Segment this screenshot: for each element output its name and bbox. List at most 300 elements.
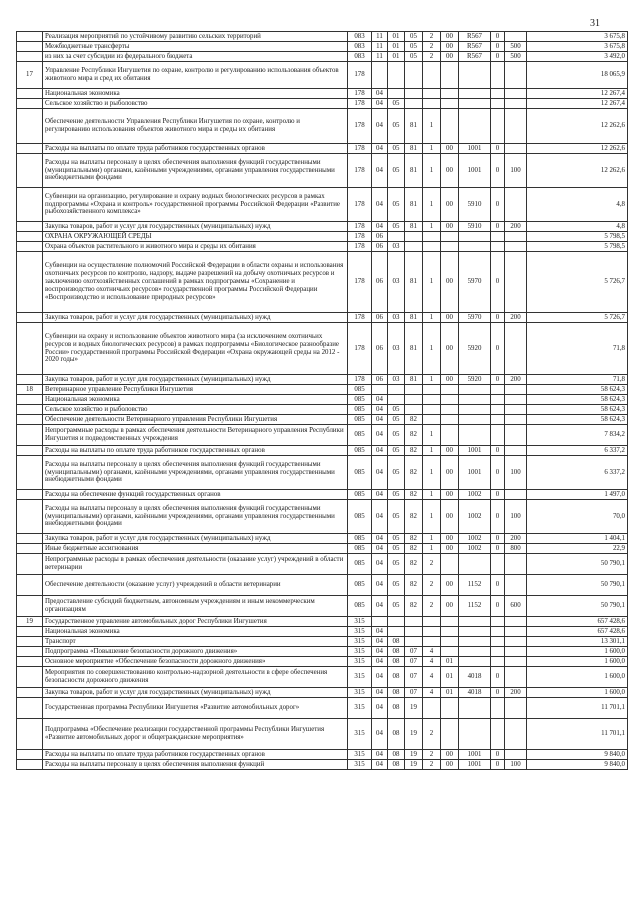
table-row: [17, 544, 628, 554]
table-row: [17, 62, 628, 89]
code-subsection: [388, 89, 405, 99]
code-ministry: 315: [348, 719, 372, 750]
code-sub-direction: 0: [491, 154, 505, 188]
code-section: 04: [372, 544, 388, 554]
code-subprogram: 4: [423, 647, 441, 657]
code-section: 04: [372, 188, 388, 222]
code-ministry: 085: [348, 395, 372, 405]
code-direction: [459, 719, 491, 750]
table-row: [17, 313, 628, 323]
row-index: [17, 667, 43, 688]
code-direction: 1001: [459, 750, 491, 760]
code-direction: [459, 99, 491, 109]
table-row: [17, 32, 628, 42]
table-row: [17, 415, 628, 425]
code-program: 05: [405, 32, 423, 42]
row-amount: 70,0: [527, 500, 628, 534]
code-subsection: 08: [388, 760, 405, 770]
code-expense-type: [505, 637, 527, 647]
code-ministry: 085: [348, 385, 372, 395]
code-direction: [459, 89, 491, 99]
code-expense-type: [505, 385, 527, 395]
code-expense-type: 500: [505, 52, 527, 62]
code-sub-direction: 0: [491, 688, 505, 698]
code-expense-type: [505, 405, 527, 415]
table-row: [17, 323, 628, 375]
row-index: [17, 544, 43, 554]
code-subprogram: 2: [423, 42, 441, 52]
code-event: 00: [441, 188, 459, 222]
row-amount: 18 065,9: [527, 62, 628, 89]
code-event: [441, 627, 459, 637]
row-amount: 6 337,2: [527, 456, 628, 490]
row-name: Государственная программа Республики Ингушетия «Развитие автомобильных дорог»: [43, 698, 348, 719]
row-name: Непрограммные расходы в рамках обеспечения деятельности (оказание услуг) учреждений в области ветеринарии: [43, 554, 348, 575]
code-subsection: 05: [388, 500, 405, 534]
code-subsection: 03: [388, 375, 405, 385]
code-expense-type: [505, 242, 527, 252]
code-expense-type: [505, 323, 527, 375]
code-section: 04: [372, 425, 388, 446]
row-amount: 4,8: [527, 222, 628, 232]
code-expense-type: [505, 188, 527, 222]
code-direction: R567: [459, 32, 491, 42]
row-amount: 58 624,3: [527, 385, 628, 395]
code-subprogram: 2: [423, 750, 441, 760]
row-amount: 12 262,6: [527, 109, 628, 144]
row-index: [17, 242, 43, 252]
row-index: [17, 575, 43, 596]
code-section: 06: [372, 323, 388, 375]
code-subprogram: [423, 242, 441, 252]
code-event: [441, 242, 459, 252]
code-subprogram: 1: [423, 456, 441, 490]
code-sub-direction: 0: [491, 760, 505, 770]
code-sub-direction: [491, 405, 505, 415]
code-event: 00: [441, 52, 459, 62]
code-direction: 1001: [459, 446, 491, 456]
code-sub-direction: 0: [491, 188, 505, 222]
code-sub-direction: 0: [491, 42, 505, 52]
row-amount: 11 701,1: [527, 719, 628, 750]
code-section: 04: [372, 89, 388, 99]
code-ministry: 085: [348, 534, 372, 544]
code-subprogram: [423, 62, 441, 89]
row-amount: 58 624,3: [527, 395, 628, 405]
code-subprogram: 1: [423, 109, 441, 144]
code-subsection: 03: [388, 242, 405, 252]
code-sub-direction: [491, 719, 505, 750]
table-row: [17, 617, 628, 627]
row-name: Подпрограмма «Повышение безопасности дорожного движения»: [43, 647, 348, 657]
row-name: Расходы на выплаты персоналу в целях обеспечения выполнения функций государственными (муниципальными) органами, казёнными учреждениями, органами управления государственными внебюджетными фондами: [43, 154, 348, 188]
code-subsection: 05: [388, 99, 405, 109]
code-section: 04: [372, 637, 388, 647]
code-subprogram: 4: [423, 688, 441, 698]
table-row: [17, 154, 628, 188]
row-index: [17, 188, 43, 222]
row-name: Национальная экономика: [43, 627, 348, 637]
code-ministry: 315: [348, 667, 372, 688]
code-ministry: 178: [348, 222, 372, 232]
code-ministry: 315: [348, 617, 372, 627]
code-event: 00: [441, 750, 459, 760]
code-section: 06: [372, 232, 388, 242]
code-expense-type: [505, 144, 527, 154]
row-name: Расходы на выплаты персоналу в целях обеспечения выполнения функций государственными (муниципальными) органами, казёнными учреждениями, органами управления государственными внебюджетными фондами: [43, 500, 348, 534]
code-subsection: 08: [388, 647, 405, 657]
code-direction: 5910: [459, 222, 491, 232]
row-index: [17, 323, 43, 375]
row-amount: 50 790,1: [527, 554, 628, 575]
row-amount: 6 337,2: [527, 446, 628, 456]
code-program: 19: [405, 719, 423, 750]
code-sub-direction: [491, 657, 505, 667]
table-row: [17, 554, 628, 575]
code-subprogram: [423, 385, 441, 395]
code-event: 00: [441, 490, 459, 500]
code-section: [372, 385, 388, 395]
code-subsection: 05: [388, 456, 405, 490]
code-direction: 4018: [459, 688, 491, 698]
code-expense-type: 200: [505, 375, 527, 385]
row-name: Транспорт: [43, 637, 348, 647]
code-direction: [459, 109, 491, 144]
code-section: 04: [372, 719, 388, 750]
code-program: 05: [405, 52, 423, 62]
code-ministry: 315: [348, 750, 372, 760]
code-subprogram: 2: [423, 719, 441, 750]
row-amount: 9 840,0: [527, 750, 628, 760]
table-row: [17, 719, 628, 750]
code-event: [441, 89, 459, 99]
code-ministry: 085: [348, 446, 372, 456]
code-ministry: 085: [348, 575, 372, 596]
row-amount: 3 675,8: [527, 42, 628, 52]
code-ministry: 083: [348, 52, 372, 62]
code-direction: 5970: [459, 313, 491, 323]
row-name: Закупка товаров, работ и услуг для государственных (муниципальных) нужд: [43, 222, 348, 232]
code-subsection: 05: [388, 554, 405, 575]
code-ministry: 083: [348, 32, 372, 42]
row-amount: 12 267,4: [527, 89, 628, 99]
code-subsection: 01: [388, 52, 405, 62]
code-section: 04: [372, 446, 388, 456]
code-direction: 1001: [459, 760, 491, 770]
row-index: [17, 109, 43, 144]
row-name: Расходы на обеспечение функций государственных органов: [43, 490, 348, 500]
code-event: 00: [441, 446, 459, 456]
code-expense-type: [505, 750, 527, 760]
row-name: Предоставление субсидий бюджетным, автономным учреждениям и иным некоммерческим организациям: [43, 596, 348, 617]
code-direction: 5920: [459, 323, 491, 375]
row-index: [17, 313, 43, 323]
code-direction: 1152: [459, 596, 491, 617]
code-subsection: 05: [388, 222, 405, 232]
code-ministry: 178: [348, 242, 372, 252]
code-expense-type: [505, 575, 527, 596]
code-program: 81: [405, 109, 423, 144]
code-expense-type: [505, 89, 527, 99]
code-sub-direction: 0: [491, 375, 505, 385]
table-row: [17, 750, 628, 760]
code-sub-direction: [491, 627, 505, 637]
code-subsection: 05: [388, 490, 405, 500]
code-section: 11: [372, 32, 388, 42]
table-row: [17, 500, 628, 534]
code-section: 04: [372, 405, 388, 415]
code-program: 82: [405, 425, 423, 446]
row-index: [17, 719, 43, 750]
code-subsection: 08: [388, 719, 405, 750]
code-sub-direction: [491, 617, 505, 627]
code-event: 00: [441, 154, 459, 188]
code-direction: 5910: [459, 188, 491, 222]
code-event: [441, 62, 459, 89]
code-sub-direction: 0: [491, 252, 505, 313]
code-section: 04: [372, 395, 388, 405]
code-sub-direction: [491, 647, 505, 657]
code-section: 04: [372, 657, 388, 667]
row-name: ОХРАНА ОКРУЖАЮЩЕЙ СРЕДЫ: [43, 232, 348, 242]
code-direction: [459, 698, 491, 719]
code-program: [405, 242, 423, 252]
code-event: 00: [441, 760, 459, 770]
table-row: [17, 637, 628, 647]
code-sub-direction: [491, 385, 505, 395]
code-program: 81: [405, 375, 423, 385]
code-program: 19: [405, 760, 423, 770]
code-subprogram: [423, 627, 441, 637]
code-subsection: [388, 385, 405, 395]
code-direction: [459, 617, 491, 627]
code-expense-type: [505, 446, 527, 456]
code-program: [405, 99, 423, 109]
row-index: [17, 144, 43, 154]
code-program: 81: [405, 313, 423, 323]
row-amount: 4,8: [527, 188, 628, 222]
row-name: Ветеринарное управление Республики Ингушетия: [43, 385, 348, 395]
code-direction: 1002: [459, 544, 491, 554]
code-event: [441, 554, 459, 575]
code-expense-type: 100: [505, 500, 527, 534]
row-amount: 12 267,4: [527, 99, 628, 109]
table-row: [17, 446, 628, 456]
code-subprogram: 2: [423, 52, 441, 62]
code-ministry: 085: [348, 456, 372, 490]
code-event: 01: [441, 657, 459, 667]
code-expense-type: [505, 99, 527, 109]
code-subsection: 05: [388, 425, 405, 446]
code-subprogram: 1: [423, 490, 441, 500]
code-program: [405, 395, 423, 405]
code-direction: [459, 242, 491, 252]
code-ministry: 085: [348, 415, 372, 425]
code-section: 04: [372, 144, 388, 154]
code-subprogram: [423, 99, 441, 109]
code-event: [441, 637, 459, 647]
code-subprogram: [423, 395, 441, 405]
table-row: [17, 596, 628, 617]
code-program: [405, 89, 423, 99]
code-ministry: 178: [348, 313, 372, 323]
row-amount: 50 790,1: [527, 575, 628, 596]
table-row: [17, 667, 628, 688]
code-ministry: 085: [348, 554, 372, 575]
code-section: 04: [372, 456, 388, 490]
code-program: [405, 405, 423, 415]
code-subsection: 05: [388, 405, 405, 415]
code-section: 04: [372, 222, 388, 232]
code-ministry: 178: [348, 109, 372, 144]
code-subsection: [388, 395, 405, 405]
code-event: 00: [441, 575, 459, 596]
code-direction: 5970: [459, 252, 491, 313]
row-name: Национальная экономика: [43, 89, 348, 99]
code-section: 06: [372, 252, 388, 313]
row-amount: 11 701,1: [527, 698, 628, 719]
row-name: Закупка товаров, работ и услуг для государственных (муниципальных) нужд: [43, 313, 348, 323]
code-subsection: 05: [388, 575, 405, 596]
code-event: 01: [441, 688, 459, 698]
code-program: 82: [405, 446, 423, 456]
code-subprogram: 1: [423, 534, 441, 544]
row-amount: 657 428,6: [527, 617, 628, 627]
code-sub-direction: 0: [491, 500, 505, 534]
table-row: [17, 657, 628, 667]
code-program: 07: [405, 667, 423, 688]
code-program: 82: [405, 596, 423, 617]
row-name: Национальная экономика: [43, 395, 348, 405]
code-event: [441, 395, 459, 405]
code-section: 04: [372, 154, 388, 188]
code-section: [372, 617, 388, 627]
code-subprogram: [423, 232, 441, 242]
row-name: Непрограммные расходы в рамках обеспечения деятельности Ветеринарного управления Республики Ингушетия и подведомственных учреждения: [43, 425, 348, 446]
row-index: 18: [17, 385, 43, 395]
code-program: 82: [405, 490, 423, 500]
code-program: 82: [405, 554, 423, 575]
code-subprogram: 1: [423, 323, 441, 375]
row-name: Обеспечение деятельности Управления Республики Ингушетия по охране, контролю и регулированию использования объектов животного мира и среды их обитания: [43, 109, 348, 144]
table-row: [17, 99, 628, 109]
code-expense-type: [505, 657, 527, 667]
code-program: 05: [405, 42, 423, 52]
code-ministry: 315: [348, 647, 372, 657]
code-sub-direction: 0: [491, 222, 505, 232]
code-ministry: 178: [348, 154, 372, 188]
code-subprogram: 1: [423, 375, 441, 385]
row-name: Расходы на выплаты по оплате труда работников государственных органов: [43, 144, 348, 154]
code-subprogram: [423, 637, 441, 647]
code-program: 82: [405, 534, 423, 544]
code-sub-direction: [491, 62, 505, 89]
code-sub-direction: 0: [491, 750, 505, 760]
code-expense-type: [505, 554, 527, 575]
code-section: 06: [372, 375, 388, 385]
row-name: Охрана объектов растительного и животного мира и среды их обитания: [43, 242, 348, 252]
code-subsection: [388, 62, 405, 89]
code-subprogram: [423, 415, 441, 425]
code-subsection: 08: [388, 688, 405, 698]
code-event: 00: [441, 313, 459, 323]
row-index: [17, 760, 43, 770]
row-amount: 71,8: [527, 375, 628, 385]
code-event: [441, 719, 459, 750]
code-program: 81: [405, 144, 423, 154]
code-sub-direction: 0: [491, 446, 505, 456]
table-row: [17, 534, 628, 544]
code-subsection: 08: [388, 750, 405, 760]
code-subprogram: 2: [423, 596, 441, 617]
code-subsection: 01: [388, 42, 405, 52]
code-subprogram: 2: [423, 32, 441, 42]
code-direction: [459, 627, 491, 637]
row-amount: 1 600,0: [527, 688, 628, 698]
code-event: [441, 385, 459, 395]
code-expense-type: 100: [505, 456, 527, 490]
code-sub-direction: 0: [491, 534, 505, 544]
row-index: 19: [17, 617, 43, 627]
row-index: [17, 534, 43, 544]
row-amount: 1 404,1: [527, 534, 628, 544]
code-section: 04: [372, 99, 388, 109]
row-amount: 9 840,0: [527, 760, 628, 770]
row-amount: 5 726,7: [527, 313, 628, 323]
row-index: [17, 657, 43, 667]
code-subprogram: 1: [423, 544, 441, 554]
code-subprogram: 1: [423, 188, 441, 222]
code-program: [405, 637, 423, 647]
code-program: 82: [405, 500, 423, 534]
table-row: [17, 405, 628, 415]
code-sub-direction: [491, 395, 505, 405]
code-expense-type: 600: [505, 596, 527, 617]
code-section: 04: [372, 575, 388, 596]
row-index: [17, 647, 43, 657]
code-expense-type: [505, 252, 527, 313]
code-expense-type: 800: [505, 544, 527, 554]
code-expense-type: [505, 667, 527, 688]
code-ministry: 315: [348, 698, 372, 719]
code-sub-direction: [491, 637, 505, 647]
code-subsection: 08: [388, 698, 405, 719]
row-index: [17, 232, 43, 242]
row-amount: 12 262,6: [527, 154, 628, 188]
code-subsection: 05: [388, 415, 405, 425]
row-name: Реализация мероприятий по устойчивому развитию сельских территорий: [43, 32, 348, 42]
code-direction: 5920: [459, 375, 491, 385]
code-program: 82: [405, 575, 423, 596]
table-row: [17, 395, 628, 405]
code-program: 07: [405, 657, 423, 667]
code-section: 04: [372, 627, 388, 637]
table-row: [17, 42, 628, 52]
row-name: Сельское хозяйство и рыболовство: [43, 405, 348, 415]
code-direction: [459, 232, 491, 242]
row-name: Расходы на выплаты по оплате труда работников государственных органов: [43, 446, 348, 456]
code-expense-type: 200: [505, 534, 527, 544]
code-ministry: 315: [348, 637, 372, 647]
row-index: [17, 554, 43, 575]
code-subprogram: 1: [423, 222, 441, 232]
table-row: [17, 222, 628, 232]
code-section: 11: [372, 42, 388, 52]
code-direction: [459, 62, 491, 89]
code-subprogram: 4: [423, 657, 441, 667]
code-direction: R567: [459, 42, 491, 52]
code-direction: [459, 637, 491, 647]
